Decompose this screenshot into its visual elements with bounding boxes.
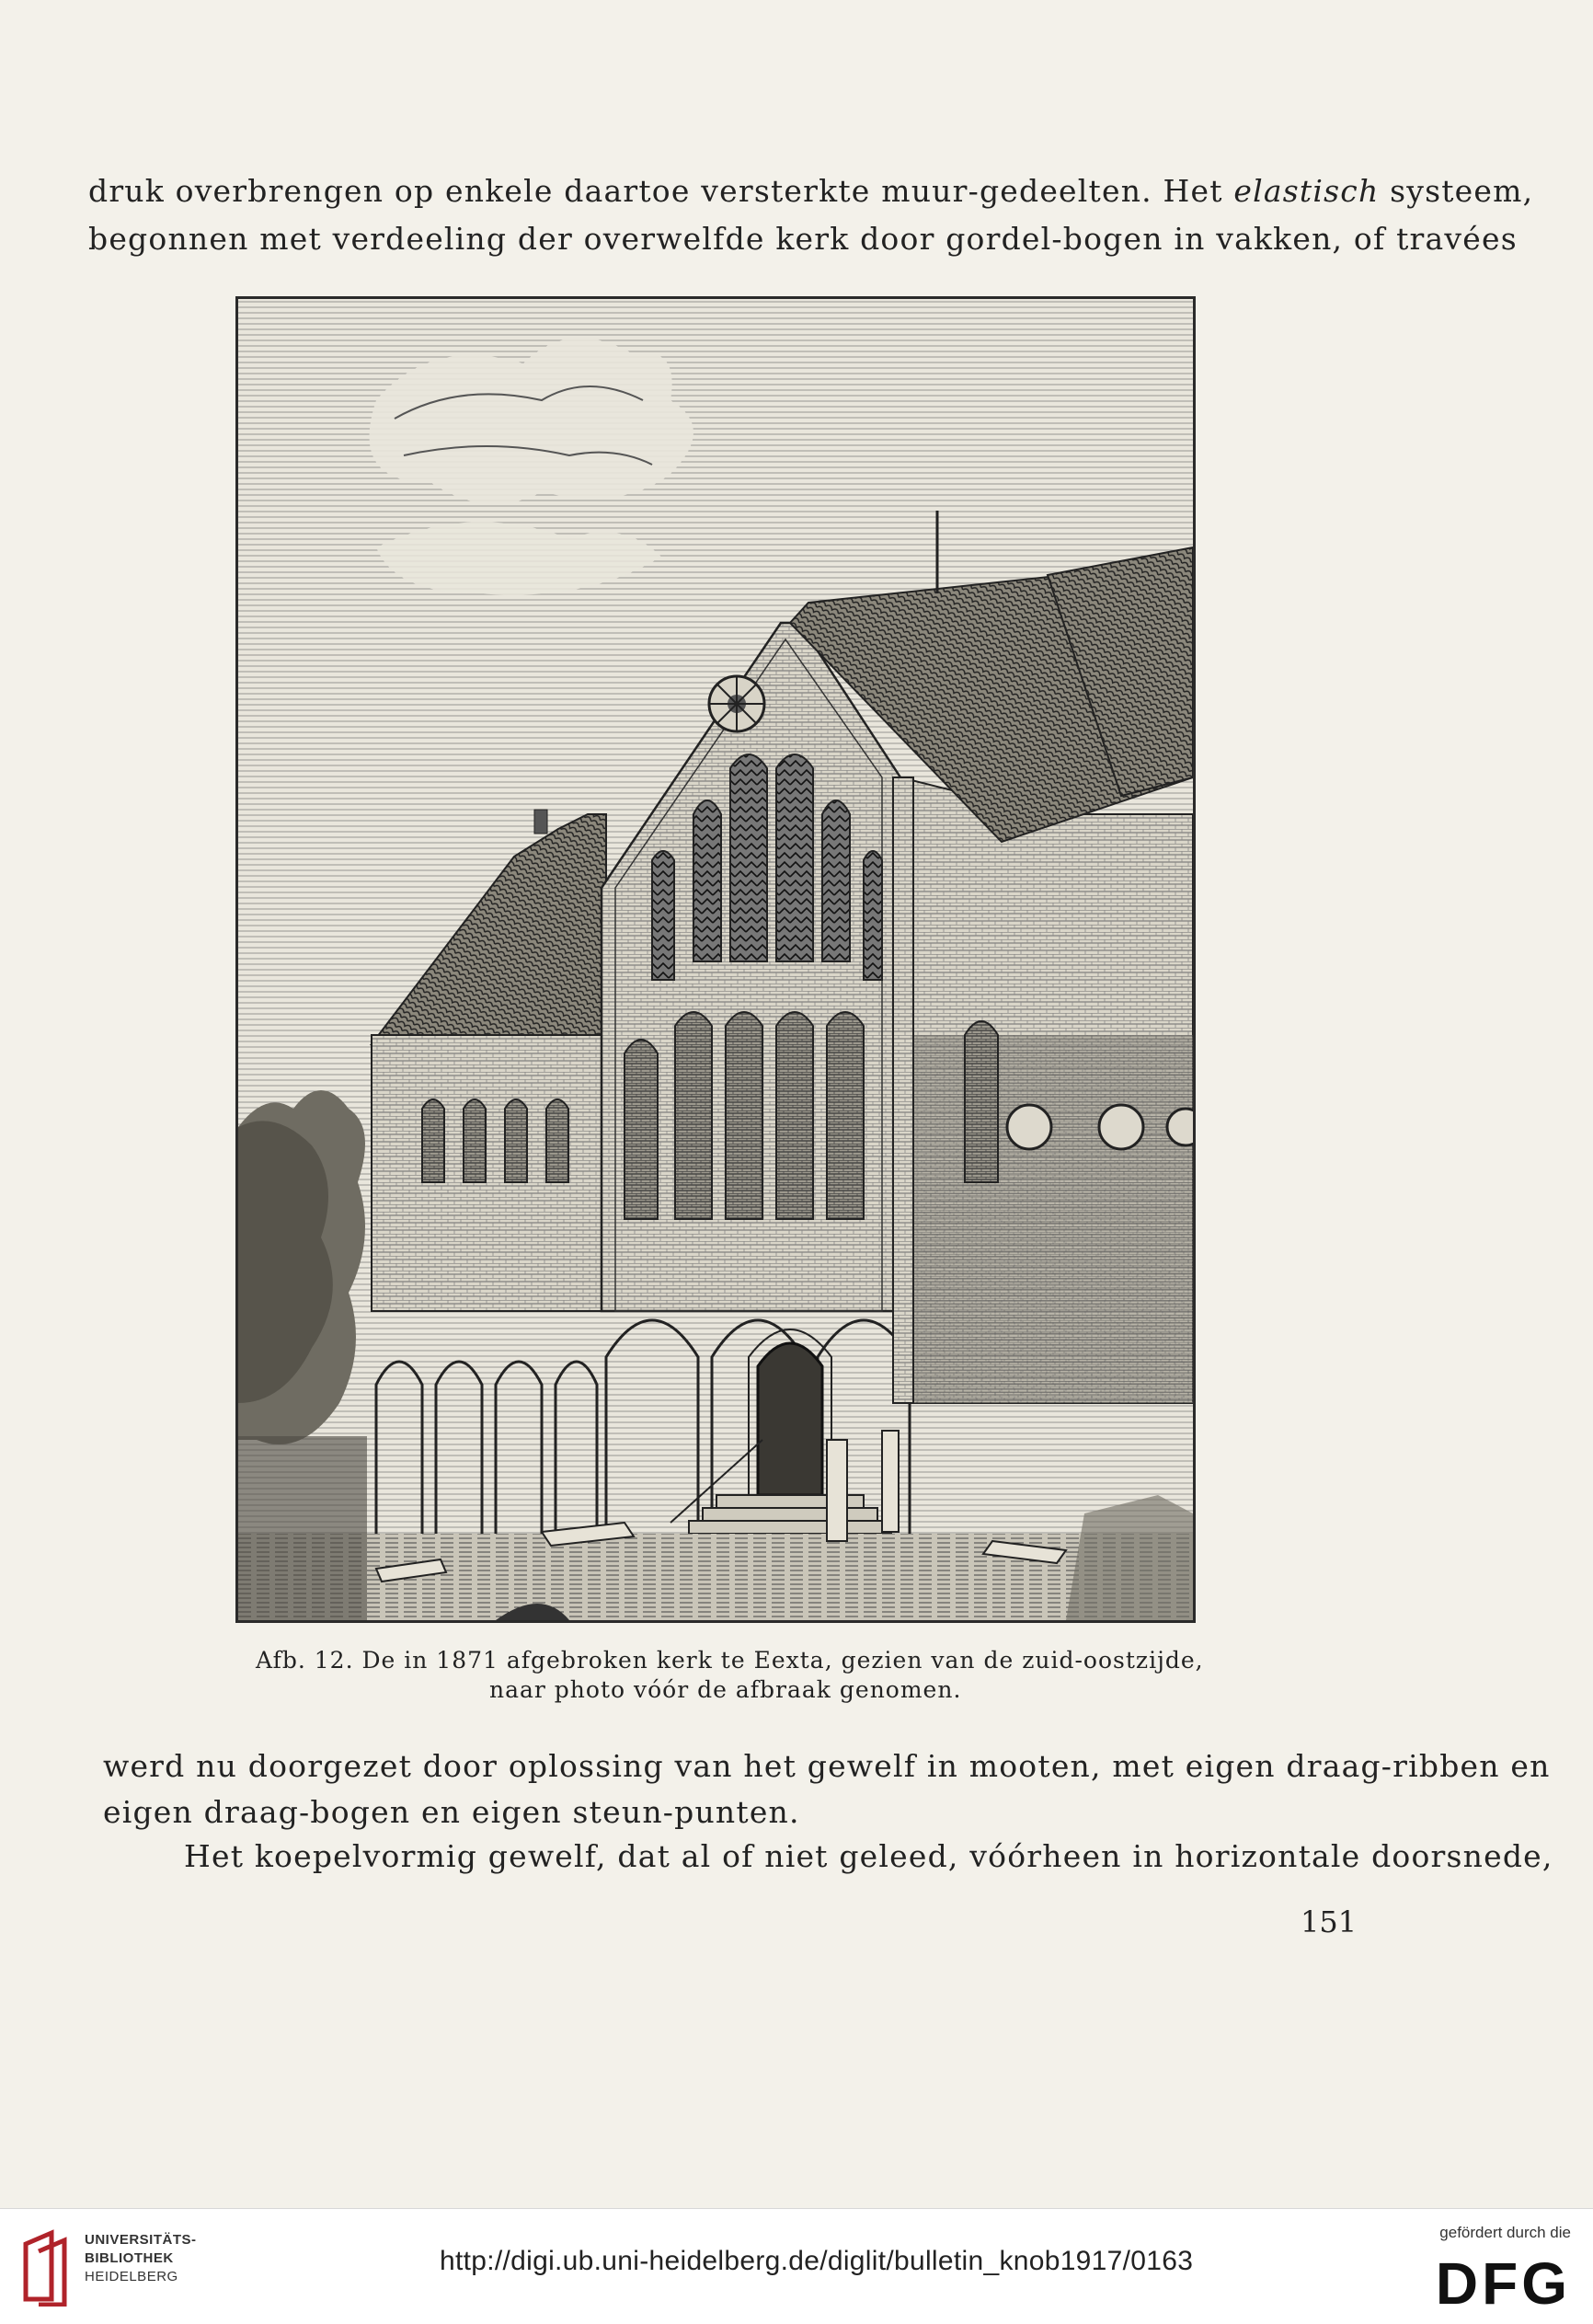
library-name-line-2: BIBLIOTHEK bbox=[85, 2250, 174, 2266]
body-text-line-1-end: systeem, bbox=[1379, 173, 1534, 209]
figure-caption-line-2: naar photo vóór de afbraak genomen. bbox=[489, 1676, 962, 1703]
body-text-line-4: eigen draag-bogen en eigen steun-punten. bbox=[103, 1794, 800, 1830]
church-illustration bbox=[235, 296, 1196, 1623]
page-number: 151 bbox=[1301, 1904, 1358, 1939]
dfg-logo[interactable]: DFG bbox=[1435, 2250, 1571, 2317]
funding-note: gefördert durch die bbox=[1439, 2224, 1571, 2241]
digitization-footer bbox=[0, 2208, 1593, 2324]
library-name-line-3: HEIDELBERG bbox=[85, 2269, 178, 2284]
body-text-line-1-start: druk overbrengen op enkele daartoe versterkte muur-gedeelten. Het bbox=[88, 173, 1234, 209]
body-text-line-3: werd nu doorgezet door oplossing van het gewelf in mooten, met eigen draag-ribben en bbox=[103, 1748, 1551, 1784]
university-library-name[interactable] bbox=[85, 2231, 197, 2286]
body-text-line-1 bbox=[88, 173, 1533, 209]
library-name-line-1: UNIVERSITÄTS- bbox=[85, 2232, 197, 2248]
body-text-line-5: Het koepelvormig gewelf, dat al of niet geleed, vóórheen in horizontale doorsnede, bbox=[184, 1838, 1553, 1874]
italic-term: elastisch bbox=[1233, 173, 1380, 209]
body-text-line-2: begonnen met verdeeling der overwelfde kerk door gordel-bogen in vakken, of travées bbox=[88, 221, 1518, 257]
figure-caption-line-1: Afb. 12. De in 1871 afgebroken kerk te Eexta, gezien van de zuid-oostzijde, bbox=[256, 1647, 1204, 1674]
university-library-logo-icon[interactable] bbox=[18, 2226, 74, 2307]
permalink-url[interactable]: http://digi.ub.uni-heidelberg.de/diglit/bulletin_knob1917/0163 bbox=[440, 2246, 1194, 2276]
